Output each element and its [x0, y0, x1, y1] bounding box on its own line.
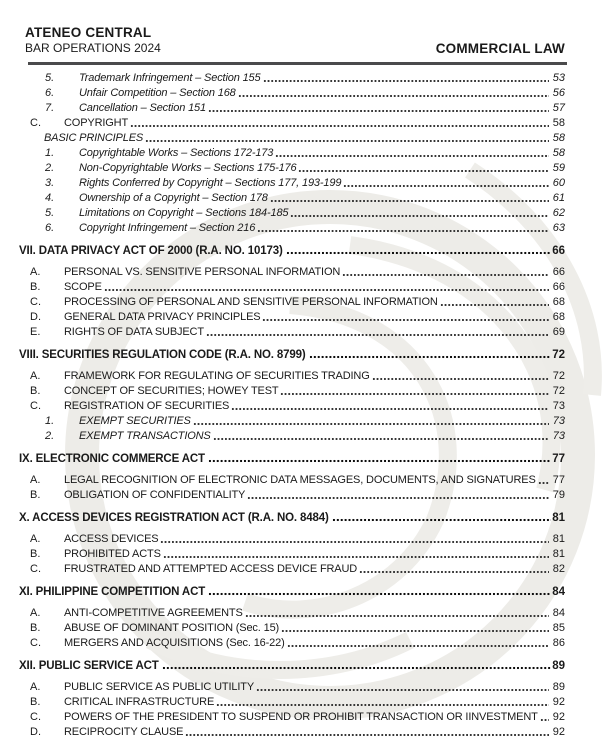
- toc-entry-page: 77: [552, 473, 565, 486]
- toc-entry: [19, 71, 565, 86]
- dot-leader: [238, 86, 549, 101]
- toc-entry-page: 59: [552, 161, 565, 174]
- toc-entry-title: Rights Conferred by Copyright – Sections 177, 193-199: [79, 176, 342, 189]
- toc-entry: [19, 86, 565, 101]
- dot-leader: [440, 295, 549, 310]
- toc-entry-title: ANTI-COMPETITIVE AGREEMENTS: [64, 606, 243, 619]
- toc-entry-title: EXEMPT SECURITIES: [79, 414, 191, 427]
- toc-entry-label: C.: [30, 399, 41, 412]
- dot-leader: [343, 176, 548, 191]
- toc-entry-title: RECIPROCITY CLAUSE: [64, 725, 184, 738]
- dot-leader: [193, 414, 549, 429]
- subject-title: COMMERCIAL LAW: [435, 41, 565, 56]
- toc-entry-label: E.: [30, 325, 41, 338]
- toc-entry-label: 6.: [45, 221, 55, 234]
- dot-leader: [270, 191, 549, 206]
- toc-entry: [19, 452, 565, 467]
- toc-entry-page: 79: [552, 488, 565, 501]
- toc-entry-page: 68: [552, 295, 565, 308]
- toc-entry-label: B.: [30, 621, 41, 634]
- dot-leader: [540, 710, 549, 725]
- toc-entry-label: 5.: [45, 71, 55, 84]
- toc-entry-page: 72: [552, 348, 565, 361]
- toc-entry-label: D.: [30, 725, 41, 738]
- toc-entry: [19, 191, 565, 206]
- toc-entry: [19, 101, 565, 116]
- dot-leader: [275, 146, 549, 161]
- dot-leader: [130, 116, 549, 131]
- toc-entry-title: Trademark Infringement – Section 155: [79, 71, 261, 84]
- toc-entry-page: 63: [552, 221, 565, 234]
- toc-entry: [19, 280, 565, 295]
- header-left: [25, 25, 161, 56]
- toc-entry-label: C.: [30, 562, 41, 575]
- toc-entry-label: A.: [30, 532, 41, 545]
- dot-leader: [208, 452, 551, 467]
- toc-entry-title: Ownership of a Copyright – Section 178: [79, 191, 268, 204]
- toc-entry-label: 7.: [45, 101, 55, 114]
- toc-entry: [19, 562, 565, 577]
- toc-entry: [19, 547, 565, 562]
- toc-entry-page: 66: [552, 244, 565, 257]
- toc-entry-page: 86: [552, 636, 565, 649]
- dot-leader: [309, 348, 552, 363]
- toc-entry-label: 2.: [45, 429, 55, 442]
- toc-entry: [19, 348, 565, 363]
- toc-entry: [19, 710, 565, 725]
- toc-entry-page: 66: [552, 265, 565, 278]
- toc-entry-page: 84: [552, 606, 565, 619]
- toc-entry-page: 89: [552, 680, 565, 693]
- toc-entry: [19, 399, 565, 414]
- dot-leader: [263, 71, 549, 86]
- toc-entry: [19, 488, 565, 503]
- dot-leader: [231, 399, 549, 414]
- toc-entry-label: A.: [30, 473, 41, 486]
- toc-entry-label: A.: [30, 680, 41, 693]
- toc-entry: [19, 146, 565, 161]
- toc-entry-page: 89: [552, 659, 565, 672]
- page-header: [0, 0, 603, 56]
- toc-entry-title: VII. DATA PRIVACY ACT OF 2000 (R.A. NO. 10173): [19, 244, 283, 257]
- toc-entry: [19, 473, 565, 488]
- dot-leader: [262, 310, 548, 325]
- toc-entry-label: B.: [30, 280, 41, 293]
- toc-entry-label: C.: [30, 116, 41, 129]
- toc-entry-label: A.: [30, 606, 41, 619]
- toc-entry-title: ACCESS DEVICES: [64, 532, 159, 545]
- toc-entry: [19, 265, 565, 280]
- toc-entry-title: LEGAL RECOGNITION OF ELECTRONIC DATA MESSAGES, DOCUMENTS, AND SIGNATURES: [64, 473, 536, 486]
- toc-entry-title: PUBLIC SERVICE AS PUBLIC UTILITY: [64, 680, 255, 693]
- toc-entry-title: COPYRIGHT: [64, 116, 129, 129]
- toc-entry-title: XII. PUBLIC SERVICE ACT: [19, 659, 159, 672]
- toc-entry: [19, 511, 565, 526]
- toc-entry-title: Cancellation – Section 151: [79, 101, 206, 114]
- toc-entry-label: C.: [30, 636, 41, 649]
- toc-entry-title: MERGERS AND ACQUISITIONS (Sec. 16-22): [64, 636, 285, 649]
- toc-entry-page: 61: [552, 191, 565, 204]
- toc-entry-page: 73: [552, 429, 565, 442]
- toc-entry-title: Copyright Infringement – Section 216: [79, 221, 256, 234]
- toc-entry: [19, 325, 565, 340]
- dot-leader: [290, 206, 548, 221]
- toc-entry: [19, 176, 565, 191]
- toc-entry-title: Copyrightable Works – Sections 172-173: [79, 146, 274, 159]
- toc-entry-title: ABUSE OF DOMINANT POSITION (Sec. 15): [64, 621, 280, 634]
- toc-entry: [19, 131, 565, 146]
- toc-entry-title: REGISTRATION OF SECURITIES: [64, 399, 230, 412]
- dot-leader: [298, 161, 548, 176]
- table-of-contents: [19, 69, 565, 740]
- toc-entry-page: 57: [552, 101, 565, 114]
- toc-entry-title: CONCEPT OF SECURITIES; HOWEY TEST: [64, 384, 279, 397]
- toc-entry-label: D.: [30, 310, 41, 323]
- toc-entry-title: RIGHTS OF DATA SUBJECT: [64, 325, 204, 338]
- toc-entry-title: XI. PHILIPPINE COMPETITION ACT: [19, 585, 206, 598]
- toc-entry-title: VIII. SECURITIES REGULATION CODE (R.A. NO. 8799): [19, 348, 306, 361]
- toc-entry-page: 62: [552, 206, 565, 219]
- dot-leader: [256, 680, 549, 695]
- toc-entry-page: 53: [552, 71, 565, 84]
- toc-entry-title: Limitations on Copyright – Sections 184-185: [79, 206, 289, 219]
- toc-entry: [19, 206, 565, 221]
- toc-entry: [19, 161, 565, 176]
- dot-leader: [245, 606, 549, 621]
- dot-leader: [342, 265, 549, 280]
- toc-entry-label: B.: [30, 384, 41, 397]
- toc-entry-label: 3.: [45, 176, 55, 189]
- toc-entry-title: PERSONAL VS. SENSITIVE PERSONAL INFORMATION: [64, 265, 341, 278]
- dot-leader: [257, 221, 549, 236]
- dot-leader: [185, 725, 548, 740]
- dot-leader: [213, 429, 549, 444]
- toc-entry-page: 56: [552, 86, 565, 99]
- toc-entry-label: A.: [30, 265, 41, 278]
- operations-line: BAR OPERATIONS 2024: [25, 41, 161, 55]
- toc-entry-label: B.: [30, 547, 41, 560]
- toc-entry: [19, 310, 565, 325]
- toc-entry-page: 92: [552, 725, 565, 738]
- dot-leader: [145, 131, 549, 146]
- toc-entry-label: 5.: [45, 206, 55, 219]
- toc-entry-page: 92: [552, 695, 565, 708]
- toc-entry-label: B.: [30, 488, 41, 501]
- toc-entry-page: 72: [552, 384, 565, 397]
- toc-entry: [19, 116, 565, 131]
- toc-entry-title: FRUSTRATED AND ATTEMPTED ACCESS DEVICE FRAUD: [64, 562, 358, 575]
- toc-entry-page: 73: [552, 414, 565, 427]
- toc-entry-page: 84: [552, 585, 565, 598]
- toc-entry-page: 72: [552, 369, 565, 382]
- toc-entry-label: 1.: [45, 146, 55, 159]
- toc-entry: [19, 369, 565, 384]
- toc-entry: [19, 585, 565, 600]
- toc-entry-title: X. ACCESS DEVICES REGISTRATION ACT (R.A. NO. 8484): [19, 511, 329, 524]
- toc-entry-page: 82: [552, 562, 565, 575]
- toc-entry-title: Unfair Competition – Section 168: [79, 86, 236, 99]
- toc-entry-page: 77: [552, 452, 565, 465]
- organization-name: ATENEO CENTRAL: [25, 25, 152, 40]
- toc-entry-page: 58: [552, 146, 565, 159]
- dot-leader: [160, 532, 548, 547]
- toc-entry: [19, 659, 565, 674]
- toc-entry-title: FRAMEWORK FOR REGULATING OF SECURITIES TRADING: [64, 369, 370, 382]
- toc-entry-title: EXEMPT TRANSACTIONS: [79, 429, 211, 442]
- toc-entry: [19, 636, 565, 651]
- toc-entry: [19, 384, 565, 399]
- dot-leader: [104, 280, 549, 295]
- toc-entry-page: 58: [552, 116, 565, 129]
- dot-leader: [286, 244, 552, 259]
- toc-entry-title: Non-Copyrightable Works – Sections 175-176: [79, 161, 297, 174]
- dot-leader: [287, 636, 549, 651]
- toc-entry: [19, 695, 565, 710]
- dot-leader: [206, 325, 549, 340]
- dot-leader: [216, 695, 549, 710]
- toc-entry: [19, 221, 565, 236]
- toc-entry: [19, 725, 565, 740]
- toc-entry-title: IX. ELECTRONIC COMMERCE ACT: [19, 452, 205, 465]
- toc-entry-label: 6.: [45, 86, 55, 99]
- toc-entry-label: B.: [30, 695, 41, 708]
- toc-entry-title: SCOPE: [64, 280, 102, 293]
- toc-entry-page: 81: [552, 532, 565, 545]
- toc-entry-page: 66: [552, 280, 565, 293]
- toc-entry: [19, 621, 565, 636]
- toc-entry-page: 73: [552, 399, 565, 412]
- toc-entry-title: POWERS OF THE PRESIDENT TO SUSPEND OR PROHIBIT TRANSACTION OR IINVESTMENT: [64, 710, 538, 723]
- toc-entry-title: CRITICAL INFRASTRUCTURE: [64, 695, 215, 708]
- toc-entry-title: PROCESSING OF PERSONAL AND SENSITIVE PERSONAL INFORMATION: [64, 295, 438, 308]
- toc-entry-page: 58: [552, 131, 565, 144]
- toc-entry-title: GENERAL DATA PRIVACY PRINCIPLES: [64, 310, 261, 323]
- toc-entry-label: C.: [30, 710, 41, 723]
- toc-entry: [19, 414, 565, 429]
- toc-entry-page: 85: [552, 621, 565, 634]
- dot-leader: [538, 473, 549, 488]
- toc-entry: [19, 429, 565, 444]
- toc-entry-label: 1.: [45, 414, 55, 427]
- toc-entry-label: 2.: [45, 161, 55, 174]
- toc-entry-title: BASIC PRINCIPLES: [44, 131, 144, 144]
- dot-leader: [162, 659, 552, 674]
- dot-leader: [247, 488, 549, 503]
- toc-entry-label: 4.: [45, 191, 55, 204]
- dot-leader: [208, 101, 549, 116]
- dot-leader: [372, 369, 549, 384]
- toc-entry: [19, 680, 565, 695]
- toc-entry-label: A.: [30, 369, 41, 382]
- toc-entry-page: 60: [552, 176, 565, 189]
- toc-entry-page: 81: [552, 547, 565, 560]
- dot-leader: [280, 384, 548, 399]
- dot-leader: [281, 621, 549, 636]
- dot-leader: [359, 562, 549, 577]
- toc-entry: [19, 295, 565, 310]
- toc-entry-label: C.: [30, 295, 41, 308]
- toc-entry-page: 81: [552, 511, 565, 524]
- dot-leader: [332, 511, 552, 526]
- toc-entry-page: 92: [552, 710, 565, 723]
- toc-entry: [19, 532, 565, 547]
- header-divider: [28, 62, 567, 65]
- dot-leader: [208, 585, 551, 600]
- dot-leader: [163, 547, 549, 562]
- toc-entry-title: PROHIBITED ACTS: [64, 547, 161, 560]
- toc-entry-page: 68: [552, 310, 565, 323]
- toc-entry: [19, 606, 565, 621]
- toc-entry-title: OBLIGATION OF CONFIDENTIALITY: [64, 488, 246, 501]
- toc-entry: [19, 244, 565, 259]
- toc-entry-page: 69: [552, 325, 565, 338]
